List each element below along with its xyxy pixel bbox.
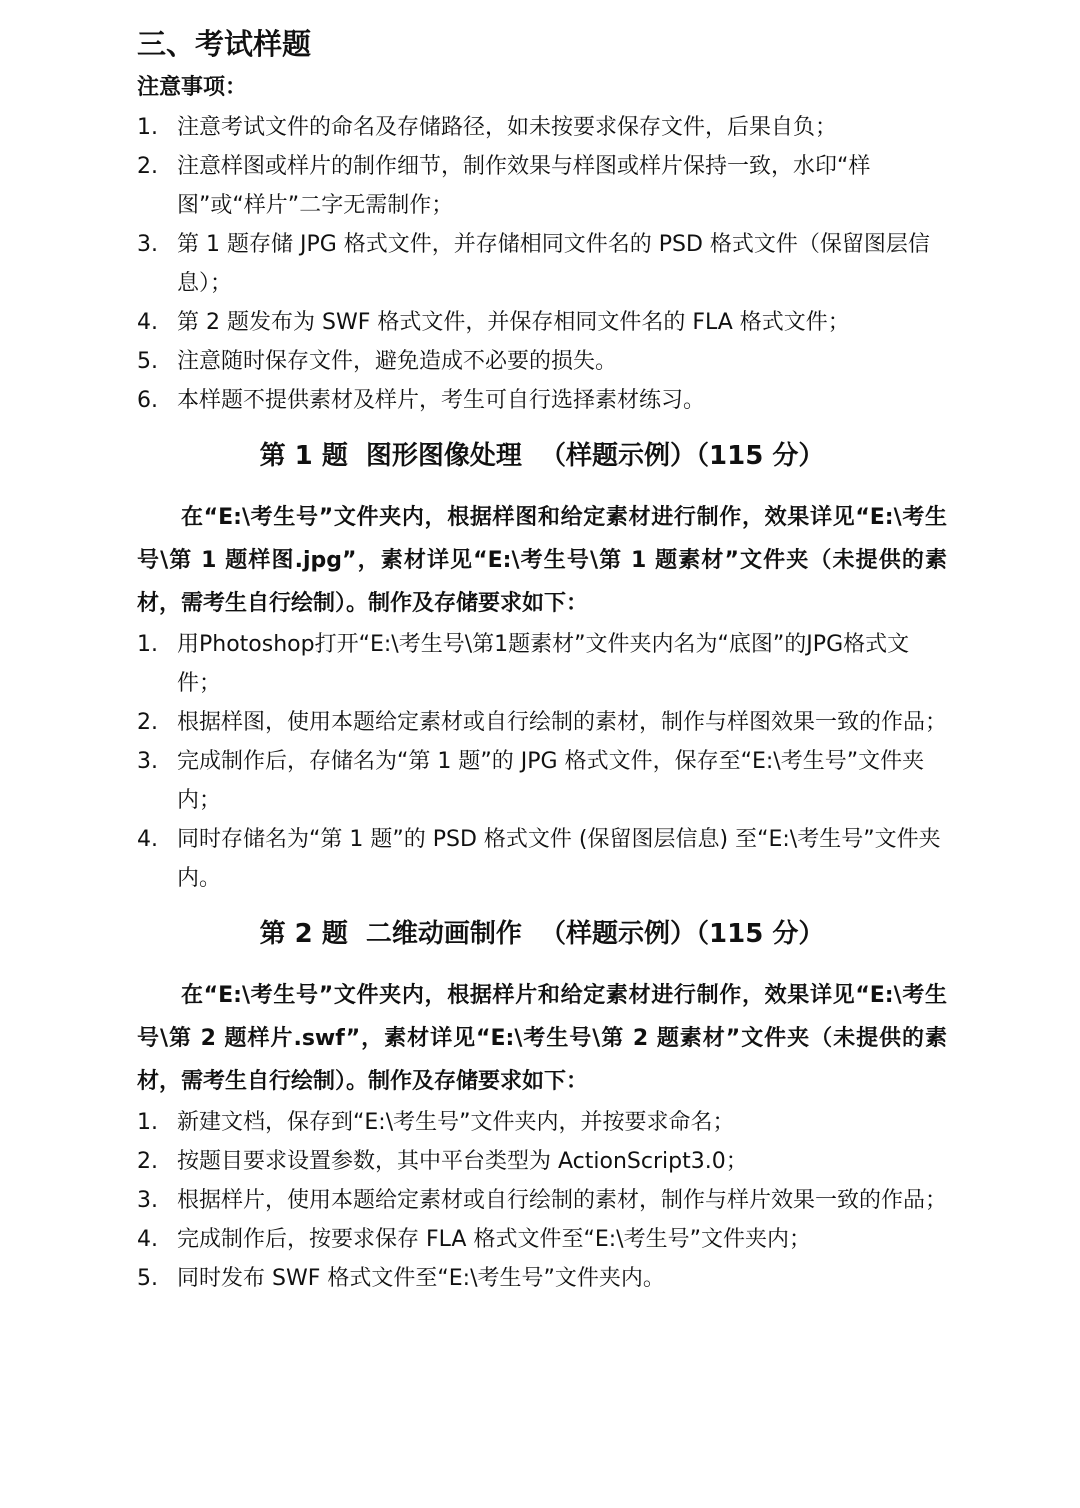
item-text: 按题目要求设置参数，其中平台类型为 ActionScript3.0； bbox=[177, 1149, 748, 1174]
item-number: 1. bbox=[137, 1110, 158, 1135]
requirement-item bbox=[137, 625, 947, 703]
item-number: 5. bbox=[137, 349, 158, 374]
item-number: 6. bbox=[137, 388, 158, 413]
item-number: 2. bbox=[137, 1149, 158, 1174]
item-number: 1. bbox=[137, 632, 158, 657]
requirement-item bbox=[137, 1103, 947, 1142]
requirement-item bbox=[137, 1220, 947, 1259]
item-text: 同时存储名为“第 1 题”的 PSD 格式文件 (保留图层信息) 至“E:\考生号”文件夹内。 bbox=[177, 827, 941, 891]
item-number: 4. bbox=[137, 310, 158, 335]
question1-intro: 在“E:\考生号”文件夹内，根据样图和给定素材进行制作，效果详见“E:\考生号\第 1 题样图.jpg”，素材详见“E:\考生号\第 1 题素材”文件夹（未提供的素材，需考生自行绘制）。制作及存储要求如下： bbox=[137, 505, 947, 616]
item-text: 完成制作后，按要求保存 FLA 格式文件至“E:\考生号”文件夹内； bbox=[177, 1227, 811, 1252]
requirement-item bbox=[137, 1259, 947, 1298]
item-text: 用Photoshop打开“E:\考生号\第1题素材”文件夹内名为“底图”的JPG格式文件； bbox=[177, 632, 910, 696]
question1-heading: 第 1 题 图形图像处理 （样题示例）（115 分） bbox=[259, 441, 825, 471]
question1-requirements bbox=[137, 625, 947, 898]
section-title: 三、考试样题 bbox=[137, 27, 312, 61]
requirement-item bbox=[137, 742, 947, 820]
item-number: 1. bbox=[137, 115, 158, 140]
question2-intro: 在“E:\考生号”文件夹内，根据样片和给定素材进行制作，效果详见“E:\考生号\第 2 题样片.swf”，素材详见“E:\考生号\第 2 题素材”文件夹（未提供的素材，需考生自行绘制）。制作及存储要求如下： bbox=[137, 983, 947, 1094]
item-number: 3. bbox=[137, 232, 158, 257]
item-text: 同时发布 SWF 格式文件至“E:\考生号”文件夹内。 bbox=[177, 1266, 665, 1291]
item-number: 5. bbox=[137, 1266, 158, 1291]
question2-requirements bbox=[137, 1103, 947, 1298]
item-text: 注意考试文件的命名及存储路径，如未按要求保存文件，后果自负； bbox=[177, 115, 838, 140]
exam-document bbox=[137, 22, 947, 1298]
notice-item bbox=[137, 342, 947, 381]
item-number: 3. bbox=[137, 749, 158, 774]
item-number: 2. bbox=[137, 710, 158, 735]
requirement-item bbox=[137, 820, 947, 898]
item-number: 3. bbox=[137, 1188, 158, 1213]
requirement-item bbox=[137, 703, 947, 742]
notice-item bbox=[137, 147, 947, 225]
item-text: 完成制作后，存储名为“第 1 题”的 JPG 格式文件，保存至“E:\考生号”文件夹内； bbox=[177, 749, 925, 813]
question2-heading: 第 2 题 二维动画制作 （样题示例）（115 分） bbox=[259, 919, 825, 949]
item-number: 2. bbox=[137, 154, 158, 179]
notice-item bbox=[137, 225, 947, 303]
item-text: 根据样片，使用本题给定素材或自行绘制的素材，制作与样片效果一致的作品； bbox=[177, 1188, 948, 1213]
item-number: 4. bbox=[137, 827, 158, 852]
item-text: 第 1 题存储 JPG 格式文件，并存储相同文件名的 PSD 格式文件（保留图层信息）； bbox=[177, 232, 930, 296]
item-text: 第 2 题发布为 SWF 格式文件，并保存相同文件名的 FLA 格式文件； bbox=[177, 310, 850, 335]
requirement-item bbox=[137, 1142, 947, 1181]
notice-label: 注意事项： bbox=[137, 75, 248, 100]
notice-item bbox=[137, 381, 947, 420]
item-text: 根据样图，使用本题给定素材或自行绘制的素材，制作与样图效果一致的作品； bbox=[177, 710, 948, 735]
item-text: 注意样图或样片的制作细节，制作效果与样图或样片保持一致，水印“样图”或“样片”二字无需制作； bbox=[177, 154, 871, 218]
item-text: 注意随时保存文件，避免造成不必要的损失。 bbox=[177, 349, 618, 374]
notice-list bbox=[137, 108, 947, 420]
notice-item bbox=[137, 303, 947, 342]
item-text: 本样题不提供素材及样片，考生可自行选择素材练习。 bbox=[177, 388, 706, 413]
requirement-item bbox=[137, 1181, 947, 1220]
notice-item bbox=[137, 108, 947, 147]
item-number: 4. bbox=[137, 1227, 158, 1252]
item-text: 新建文档，保存到“E:\考生号”文件夹内，并按要求命名； bbox=[177, 1110, 735, 1135]
